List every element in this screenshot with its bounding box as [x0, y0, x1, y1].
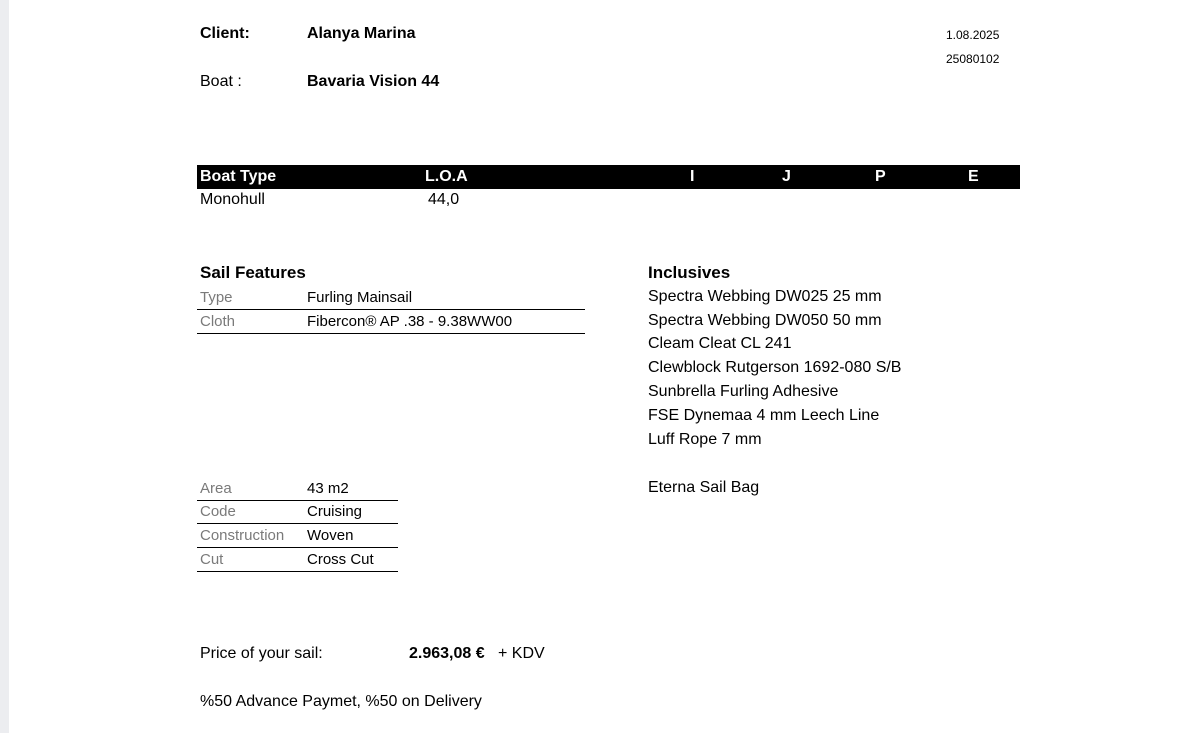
price-amount: 2.963,08 €	[409, 645, 485, 662]
feature-row-type	[197, 286, 585, 310]
header-j: J	[782, 168, 791, 185]
feature-row-cut	[197, 548, 398, 572]
page-edge	[0, 0, 9, 733]
header-loa: L.O.A	[425, 168, 468, 185]
header-boat-type: Boat Type	[200, 168, 277, 185]
price-label: Price of your sail:	[200, 645, 323, 662]
inclusive-item: Spectra Webbing DW050 50 mm	[648, 312, 882, 329]
client-label: Client:	[200, 25, 250, 42]
feature-key: Construction	[200, 527, 285, 544]
feature-value: 43 m2	[307, 480, 349, 497]
feature-value: Cruising	[307, 503, 363, 520]
header-i: I	[690, 168, 695, 185]
boat-type-value: Monohull	[200, 191, 265, 208]
quote-date: 1.08.2025	[946, 28, 1000, 42]
header-p: P	[875, 168, 886, 185]
price-tax: + KDV	[498, 645, 545, 662]
feature-value: Fibercon® AP .38 - 9.38WW00	[307, 313, 513, 330]
feature-key: Cut	[200, 551, 224, 568]
boat-value: Bavaria Vision 44	[307, 73, 440, 90]
feature-row-area	[197, 477, 398, 501]
feature-value: Woven	[307, 527, 354, 544]
inclusive-item: Cleam Cleat CL 241	[648, 335, 792, 352]
inclusive-extra-item: Eterna Sail Bag	[648, 479, 760, 496]
feature-value: Cross Cut	[307, 551, 374, 568]
feature-row-code	[197, 500, 398, 524]
header-e: E	[968, 168, 979, 185]
quote-number: 25080102	[946, 52, 1000, 66]
feature-row-cloth	[197, 310, 585, 334]
sail-features-title: Sail Features	[200, 263, 306, 282]
feature-value: Furling Mainsail	[307, 289, 413, 306]
loa-value: 44,0	[428, 191, 460, 208]
inclusive-item: Luff Rope 7 mm	[648, 431, 762, 448]
inclusive-item: Sunbrella Furling Adhesive	[648, 383, 839, 400]
feature-key: Type	[200, 289, 233, 306]
inclusive-item: Clewblock Rutgerson 1692-080 S/B	[648, 359, 902, 376]
payment-terms: %50 Advance Paymet, %50 on Delivery	[200, 693, 482, 710]
boat-label: Boat :	[200, 73, 242, 90]
inclusives-title: Inclusives	[648, 263, 731, 282]
inclusive-item: Spectra Webbing DW025 25 mm	[648, 288, 882, 305]
feature-key: Cloth	[200, 313, 236, 330]
inclusive-item: FSE Dynemaa 4 mm Leech Line	[648, 407, 880, 424]
boat-table-header	[197, 165, 1020, 189]
feature-row-construction	[197, 524, 398, 548]
feature-key: Code	[200, 503, 236, 520]
client-value: Alanya Marina	[307, 25, 416, 42]
feature-key: Area	[200, 480, 232, 497]
